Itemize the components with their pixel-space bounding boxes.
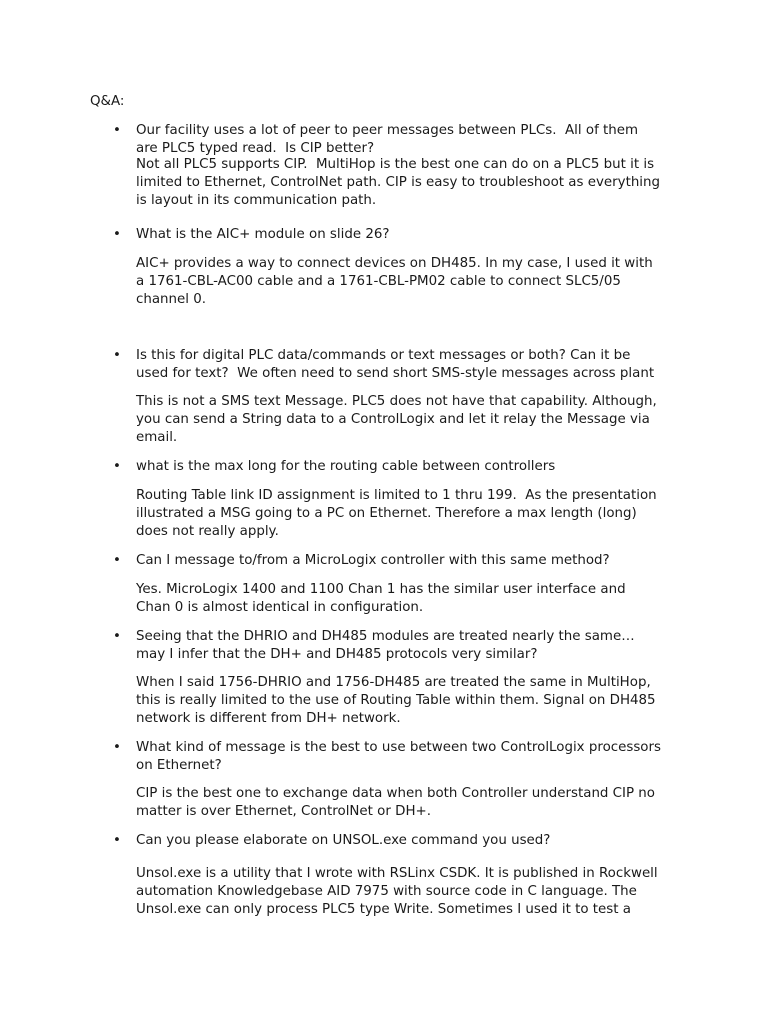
question-item [113, 739, 696, 775]
bullet-icon: • [113, 227, 121, 242]
question-text: Our facility uses a lot of peer to peer messages between PLCs. All of them are PLC5 typed read. Is CIP better? [136, 123, 639, 156]
bullet-icon: • [113, 833, 121, 848]
question-text: Can I message to/from a MicroLogix controller with this same method? [136, 553, 610, 568]
question-text: Can you please elaborate on UNSOL.exe command you used? [136, 833, 551, 848]
bullet-icon: • [113, 123, 121, 138]
question-text: Seeing that the DHRIO and DH485 modules are treated nearly the same… may I infer that the DH+ and DH485 protocols very similar? [136, 629, 635, 662]
qa-heading: Q&A: [90, 94, 125, 109]
question-item [113, 226, 696, 244]
answer-text: CIP is the best one to exchange data when both Controller understand CIP no matter is over Ethernet, ControlNet or DH+. [136, 786, 655, 819]
answer-text: Not all PLC5 supports CIP. MultiHop is the best one can do on a PLC5 but it is limited to Ethernet, ControlNet path. CIP is easy to troubleshoot as everything is layout in its communication path. [136, 157, 661, 208]
question-item [113, 552, 696, 570]
answer-text: Routing Table link ID assignment is limited to 1 thru 199. As the presentation illustrated a MSG going to a PC on Ethernet. Therefore a max length (long) does not really apply. [136, 488, 657, 539]
question-text: what is the max long for the routing cable between controllers [136, 459, 556, 474]
bullet-icon: • [113, 740, 121, 755]
question-text: What kind of message is the best to use between two ControlLogix processors on Ethernet? [136, 740, 661, 773]
answer-text: When I said 1756-DHRIO and 1756-DH485 are treated the same in MultiHop, this is really limited to the use of Routing Table within them. Signal on DH485 network is different from DH+ network. [136, 675, 656, 726]
bullet-icon: • [113, 459, 121, 474]
answer-text: Yes. MicroLogix 1400 and 1100 Chan 1 has the similar user interface and Chan 0 is almost identical in configuration. [136, 582, 626, 615]
answer-text: Unsol.exe is a utility that I wrote with RSLinx CSDK. It is published in Rockwell automation Knowledgebase AID 7975 with source code in C language. The Unsol.exe can only process PLC5 type Write. Sometimes I used it to test a [136, 866, 658, 917]
bullet-icon: • [113, 553, 121, 568]
answer-text: This is not a SMS text Message. PLC5 does not have that capability. Although, you can send a String data to a ControlLogix and let it relay the Message via email. [136, 394, 657, 445]
question-item [113, 122, 696, 158]
question-text: Is this for digital PLC data/commands or text messages or both? Can it be used for text? We often need to send short SMS-style messages across plant [136, 348, 655, 381]
answer-text: AIC+ provides a way to connect devices on DH485. In my case, I used it with a 1761-CBL-AC00 cable and a 1761-CBL-PM02 cable to connect SLC5/05 channel 0. [136, 256, 653, 307]
question-text: What is the AIC+ module on slide 26? [136, 227, 390, 242]
question-item [113, 832, 696, 850]
bullet-icon: • [113, 348, 121, 363]
question-item [113, 347, 696, 383]
question-item [113, 628, 696, 664]
question-item [113, 458, 696, 476]
bullet-icon: • [113, 629, 121, 644]
